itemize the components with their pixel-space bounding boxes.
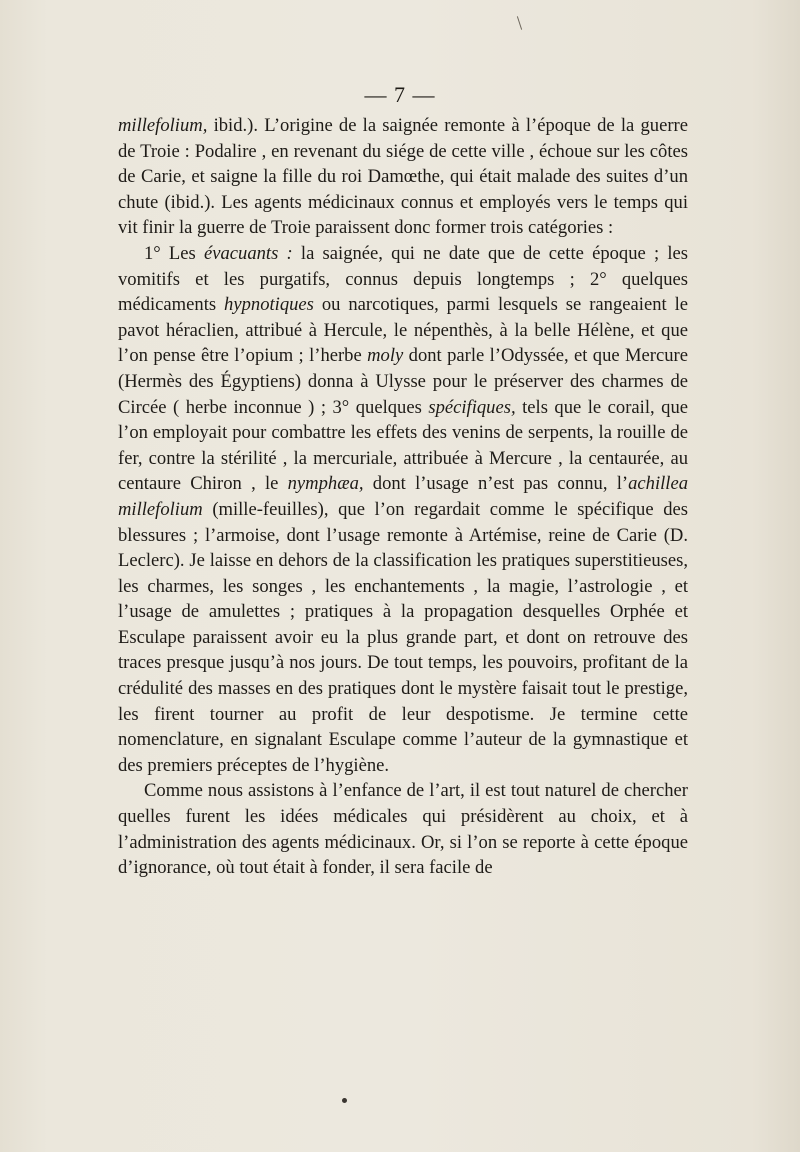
italic-term: nymphæa, bbox=[287, 473, 364, 495]
paragraph bbox=[118, 241, 688, 778]
text-run: Comme nous assistons à l’enfance de l’art, il est tout naturel de chercher quelles furent les idées médicales qui présidèrent au choix, et à l’administration des agents médicinaux. Or, si l’on se reporte à cette époque d’ignorance, où tout était à fonder, il sera facile de bbox=[118, 780, 688, 879]
italic-term: achillea millefolium bbox=[118, 473, 688, 520]
text-run: la saignée, qui ne date que de cette époque ; les vomitifs et les purgatifs, connus depuis longtemps ; 2° quelques médicaments bbox=[118, 242, 688, 316]
text-run: tels que le corail, que l’on employait pour combattre les effets des venins de serpents, la rouille de fer, contre la stérilité , la mercuriale, attribuée à Mercure , la centaurée, au centaure Chiron , le bbox=[118, 396, 689, 495]
text-run: dont l’usage n’est pas connu, l’ bbox=[363, 473, 629, 495]
italic-term: millefolium, bbox=[118, 115, 208, 136]
text-run: dont parle l’Odyssée, et que Mercure (Hermès des Égyptiens) donna à Ulysse pour le préserver des charmes de Circée ( herbe inconnue ) ; 3° quelques bbox=[118, 345, 688, 418]
italic-term: évacuants : bbox=[203, 242, 293, 264]
pencil-mark bbox=[517, 16, 522, 30]
italic-term: moly bbox=[367, 345, 404, 367]
italic-term: hypnotiques bbox=[224, 294, 314, 316]
text-run: ibid.). L’origine de la saignée remonte à l’époque de la guerre de Troie : Podalire , en revenant du siége de cette ville , échoue sur les côtes de Carie, et saigne la fille du roi Damœthe, qui était malade des suites d’un chute (ibid.). Les agents médicinaux connus et employés vers le temps qui vit finir la guerre de Troie paraissent donc former trois catégories : bbox=[118, 115, 688, 239]
text-run: 1° Les bbox=[144, 242, 204, 264]
ink-spot bbox=[342, 1098, 347, 1103]
paragraph bbox=[118, 113, 688, 241]
paragraph bbox=[118, 778, 688, 880]
italic-term: spécifiques, bbox=[428, 396, 516, 418]
body-text bbox=[118, 113, 688, 881]
text-run: (mille-feuilles), que l’on regardait comme le spécifique des blessures ; l’armoise, dont l’usage remonte à Artémise, reine de Carie (D. Leclerc). Je laisse en dehors de la classification les pratiques superstitieuses, les charmes, les songes , les enchantements , la magie, l’astrologie , et l’usage de amulettes ; pratiques à la propagation desquelles Orphée et Esculape paraissent avoir eu la plus grande part, et dont on retrouve des traces presque jusqu’à nos jours. De tout temps, les pouvoirs, profitant de la crédulité des masses en des pratiques dont le mystère faisait tout le prestige, les firent tourner au profit de leur despotisme. Je termine cette nomenclature, en signalant Esculape comme l’auteur de la gymnastique et des premiers préceptes de l’hygiène. bbox=[118, 498, 688, 776]
page-number: — 7 — bbox=[364, 82, 436, 107]
text-run: ou narcotiques, parmi lesquels se rangeaient le pavot héraclien, attribué à Hercule, le népenthès, à la belle Hélène, et que l’on pense être l’opium ; l’herbe bbox=[118, 294, 689, 367]
